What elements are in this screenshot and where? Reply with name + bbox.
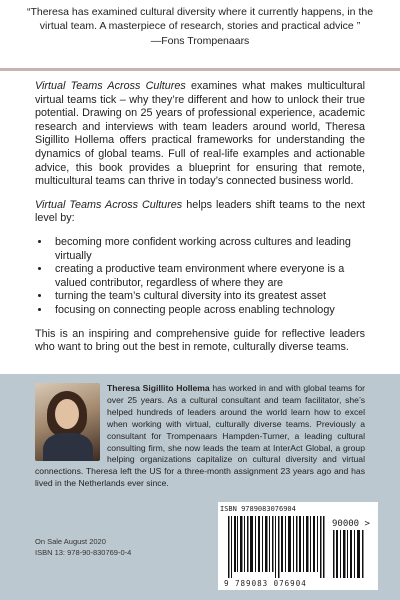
- quote-attribution: —Fons Trompenaars: [150, 35, 250, 47]
- isbn-text: ISBN 13: 978-90-830769-0-4: [35, 547, 132, 557]
- quote-text: “Theresa has examined cultural diversity where it currently happens, in the virtual team. A masterpiece of research, stories and practical advice ”: [26, 6, 374, 32]
- paragraph-1-text: examines what makes multicultural virtual teams tick – why they’re different and how to unlock their true potential. Drawing on 25 years of professional experience, academic research and interviews with team leaders around world, Theresa Sigillito Hollema offers practical frameworks for understanding the dynamics of global teams. Full of real-life examples and actionable advice, this book provides a blueprint for ensuring that remote, multicultural teams can thrive in today’s connected business world.: [35, 80, 365, 188]
- author-name: Theresa Sigillito Hollema: [107, 383, 210, 393]
- book-title-italic-2: Virtual Teams Across Cultures: [35, 198, 183, 211]
- list-item: • focusing on connecting people across enabling technology: [51, 304, 365, 318]
- description-paragraph-1: [35, 80, 365, 189]
- barcode-icon: [228, 516, 326, 578]
- description-paragraph-2: [35, 199, 365, 226]
- closing-paragraph: This is an inspiring and comprehensive guide for reflective leaders who want to bring out the best in remote, culturally diverse teams.: [35, 327, 365, 354]
- author-bio-text: has worked in and with global teams for over 25 years. As a cultural consultant and team facilitator, she’s helped hundreds of leaders around the world learn how to excel when working with virtual, culturally diverse teams. Previously a consultant for Trompenaars Hampden-Turner, a leading cultural consulting firm, she now leads the team at InterAct Global, a group helping organizations capitalize on cultural diversity and virtual connections. Theresa left the US for a three-month assignment 23 years ago and has lived in the Netherlands ever since.: [35, 383, 366, 489]
- price-barcode-icon: [333, 530, 365, 578]
- barcode-digits: 9 789083 076904: [224, 579, 307, 588]
- barcode-isbn-label: ISBN 9789083076904: [220, 505, 296, 513]
- list-item: • becoming more confident working across cultures and leading virtually: [51, 236, 365, 263]
- divider: [0, 68, 400, 71]
- list-item: • turning the team’s cultural diversity into its greatest asset: [51, 290, 365, 304]
- list-item: • creating a productive team environment where everyone is a valued contributor, regardless of where they are: [51, 263, 365, 290]
- paragraph-2-text: helps leaders shift teams to the next level by:: [35, 198, 365, 225]
- book-title-italic: Virtual Teams Across Cultures: [35, 80, 186, 92]
- publication-info: [35, 537, 155, 558]
- author-bio: [35, 383, 365, 490]
- benefits-list: [35, 236, 365, 318]
- barcode-price-code: 90000 >: [332, 519, 370, 529]
- endorsement-quote: [20, 6, 380, 49]
- book-description: [35, 80, 365, 365]
- on-sale-date: On Sale August 2020: [35, 537, 106, 546]
